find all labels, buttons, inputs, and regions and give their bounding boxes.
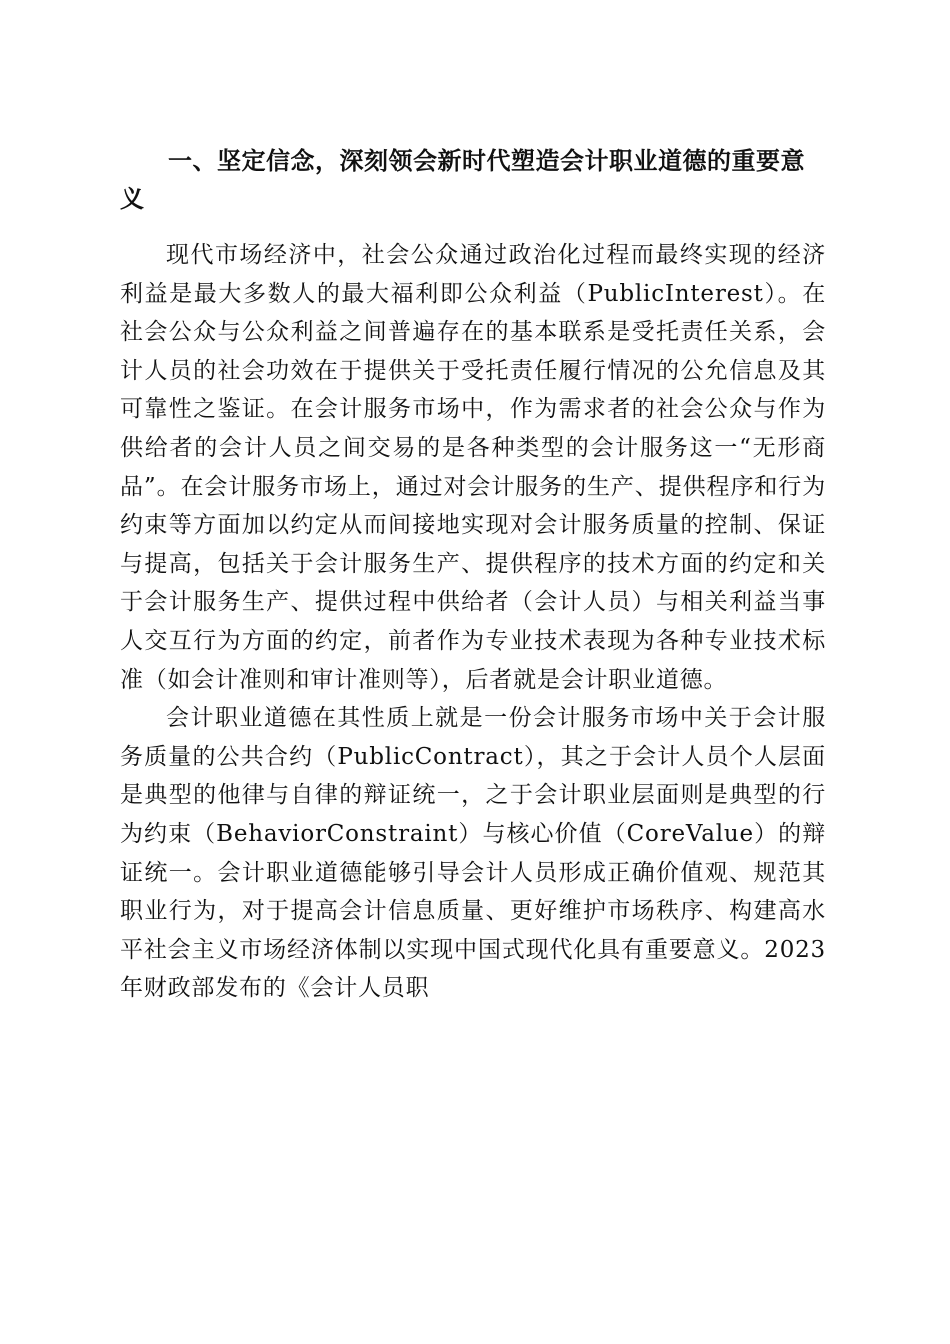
document-body — [120, 142, 826, 1008]
paragraph-public-interest: 现代市场经济中，社会公众通过政治化过程而最终实现的经济利益是最大多数人的最大福利即公众利益（PublicInterest）。在社会公众与公众利益之间普遍存在的基本联系是受托责任关系，会计人员的社会功效在于提供关于受托责任履行情况的公允信息及其可靠性之鉴证。在会计服务市场中，作为需求者的社会公众与作为供给者的会计人员之间交易的是各种类型的会计服务这一“无形商品”。在会计服务市场上，通过对会计服务的生产、提供程序和行为约束等方面加以约定从而间接地实现对会计服务质量的控制、保证与提高，包括关于会计服务生产、提供程序的技术方面的约定和关于会计服务生产、提供过程中供给者（会计人员）与相关利益当事人交互行为方面的约定，前者作为专业技术表现为各种专业技术标准（如会计准则和审计准则等），后者就是会计职业道德。 — [120, 242, 826, 693]
section-heading: 一、坚定信念，深刻领会新时代塑造会计职业道德的重要意义 — [120, 147, 805, 213]
paragraph-professional-ethics: 会计职业道德在其性质上就是一份会计服务市场中关于会计服务质量的公共合约（PublicContract），其之于会计人员个人层面是典型的他律与自律的辩证统一，之于会计职业层面则是典型的行为约束（BehaviorConstraint）与核心价值（CoreValue）的辩证统一。会计职业道德能够引导会计人员形成正确价值观、规范其职业行为，对于提高会计信息质量、更好维护市场秩序、构建高水平社会主义市场经济体制以实现中国式现代化具有重要意义。2023年财政部发布的《会计人员职 — [120, 705, 826, 1002]
